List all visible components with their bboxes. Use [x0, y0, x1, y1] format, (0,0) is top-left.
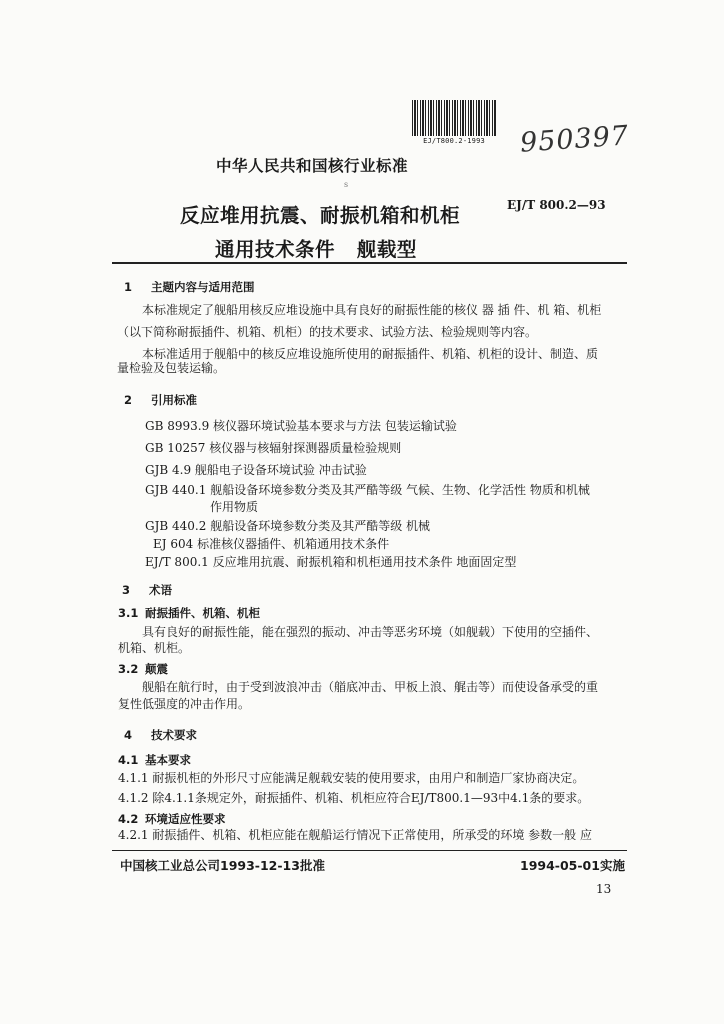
paragraph-line: （以下简称耐振插件、机箱、机柜）的技术要求、试验方法、检验规则等内容。 [117, 325, 538, 339]
barcode-bars [412, 100, 496, 136]
paragraph-line: 舰船在航行时，由于受到波浪冲击（艏底冲击、甲板上浪、艉击等）而使设备承受的重 [142, 680, 599, 694]
page-number: 13 [596, 882, 612, 896]
section-3-heading [122, 582, 172, 598]
barcode [412, 100, 496, 146]
footer-divider [112, 850, 627, 851]
section-title: 主题内容与适用范围 [151, 280, 255, 294]
section-2-heading [124, 392, 197, 408]
approval-info: 中国核工业总公司1993-12-13批准 [120, 858, 325, 873]
reference-item: GB 10257 核仪器与核辐射探测器质量检验规则 [145, 441, 402, 455]
section-title: 引用标准 [151, 393, 197, 407]
paragraph-line: 具有良好的耐振性能，能在强烈的振动、冲击等恶劣环境（如舰载）下使用的空插件、 [142, 625, 599, 639]
section-number: 2 [124, 393, 133, 407]
paragraph-line: 本标准适用于舰船中的核反应堆设施所使用的耐振插件、机箱、机柜的设计、制造、质 [142, 347, 599, 361]
subsection-3-2-heading [118, 661, 168, 677]
section-number: 4 [124, 728, 133, 742]
subsection-number: 3.2 [118, 662, 139, 676]
standard-number: EJ/T 800.2—93 [507, 198, 606, 212]
subsection-title: 环境适应性要求 [145, 812, 226, 826]
section-number: 3 [122, 583, 131, 597]
reference-item: GJB 4.9 舰船电子设备环境试验 冲击试验 [145, 463, 367, 477]
section-1-heading [124, 279, 255, 295]
subsection-title: 耐振插件、机箱、机柜 [145, 606, 260, 620]
section-title: 技术要求 [151, 728, 197, 742]
handwritten-number: 950397 [519, 120, 631, 159]
subsection-3-1-heading [118, 605, 260, 621]
subsection-number: 3.1 [118, 606, 139, 620]
reference-item: GB 8993.9 核仪器环境试验基本要求与方法 包装运输试验 [145, 419, 457, 433]
section-title: 术语 [149, 583, 172, 597]
section-4-heading [124, 727, 197, 743]
clause-4-2-1: 4.2.1 耐振插件、机箱、机柜应能在舰船运行情况下正常使用，所承受的环境 参数一般 应 [118, 828, 592, 842]
document-title-line1: 反应堆用抗震、耐振机箱和机柜 [180, 204, 461, 227]
paragraph-line: 量检验及包装运输。 [117, 361, 226, 375]
paragraph-line: 本标准规定了舰船用核反应堆设施中具有良好的耐振性能的核仪 器 插 件、机 箱、机柜 [142, 303, 602, 317]
subsection-number: 4.2 [118, 812, 139, 826]
effective-date: 1994-05-01实施 [520, 858, 625, 873]
section-number: 1 [124, 280, 133, 294]
clause-4-1-2: 4.1.2 除4.1.1条规定外，耐振插件、机箱、机柜应符合EJ/T800.1—93中4.1条的要求。 [118, 791, 590, 805]
header-divider [112, 262, 627, 264]
reference-item: GJB 440.1 舰船设备环境参数分类及其严酷等级 气候、生物、化学活性 物质和机械 [145, 483, 590, 497]
document-title-line2: 通用技术条件 舰载型 [215, 238, 417, 261]
clause-4-1-1: 4.1.1 耐振机柜的外形尺寸应能满足舰载安装的使用要求，由用户和制造厂家协商决定。 [118, 771, 585, 785]
subsection-title: 基本要求 [145, 753, 191, 767]
reference-item-continuation: 作用物质 [210, 500, 259, 514]
stray-mark: s [344, 180, 349, 189]
reference-item: EJ 604 标准核仪器插件、机箱通用技术条件 [153, 537, 390, 551]
reference-item: EJ/T 800.1 反应堆用抗震、耐振机箱和机柜通用技术条件 地面固定型 [145, 555, 517, 569]
paragraph-line: 复性低强度的冲击作用。 [118, 697, 251, 711]
reference-item: GJB 440.2 舰船设备环境参数分类及其严酷等级 机械 [145, 519, 431, 533]
barcode-text: EJ/T800.2-1993 [423, 137, 485, 145]
subsection-4-1-heading [118, 752, 191, 768]
subsection-title: 颠震 [145, 662, 168, 676]
organization-header: 中华人民共和国核行业标准 [216, 157, 409, 175]
subsection-number: 4.1 [118, 753, 139, 767]
paragraph-line: 机箱、机柜。 [118, 641, 191, 655]
